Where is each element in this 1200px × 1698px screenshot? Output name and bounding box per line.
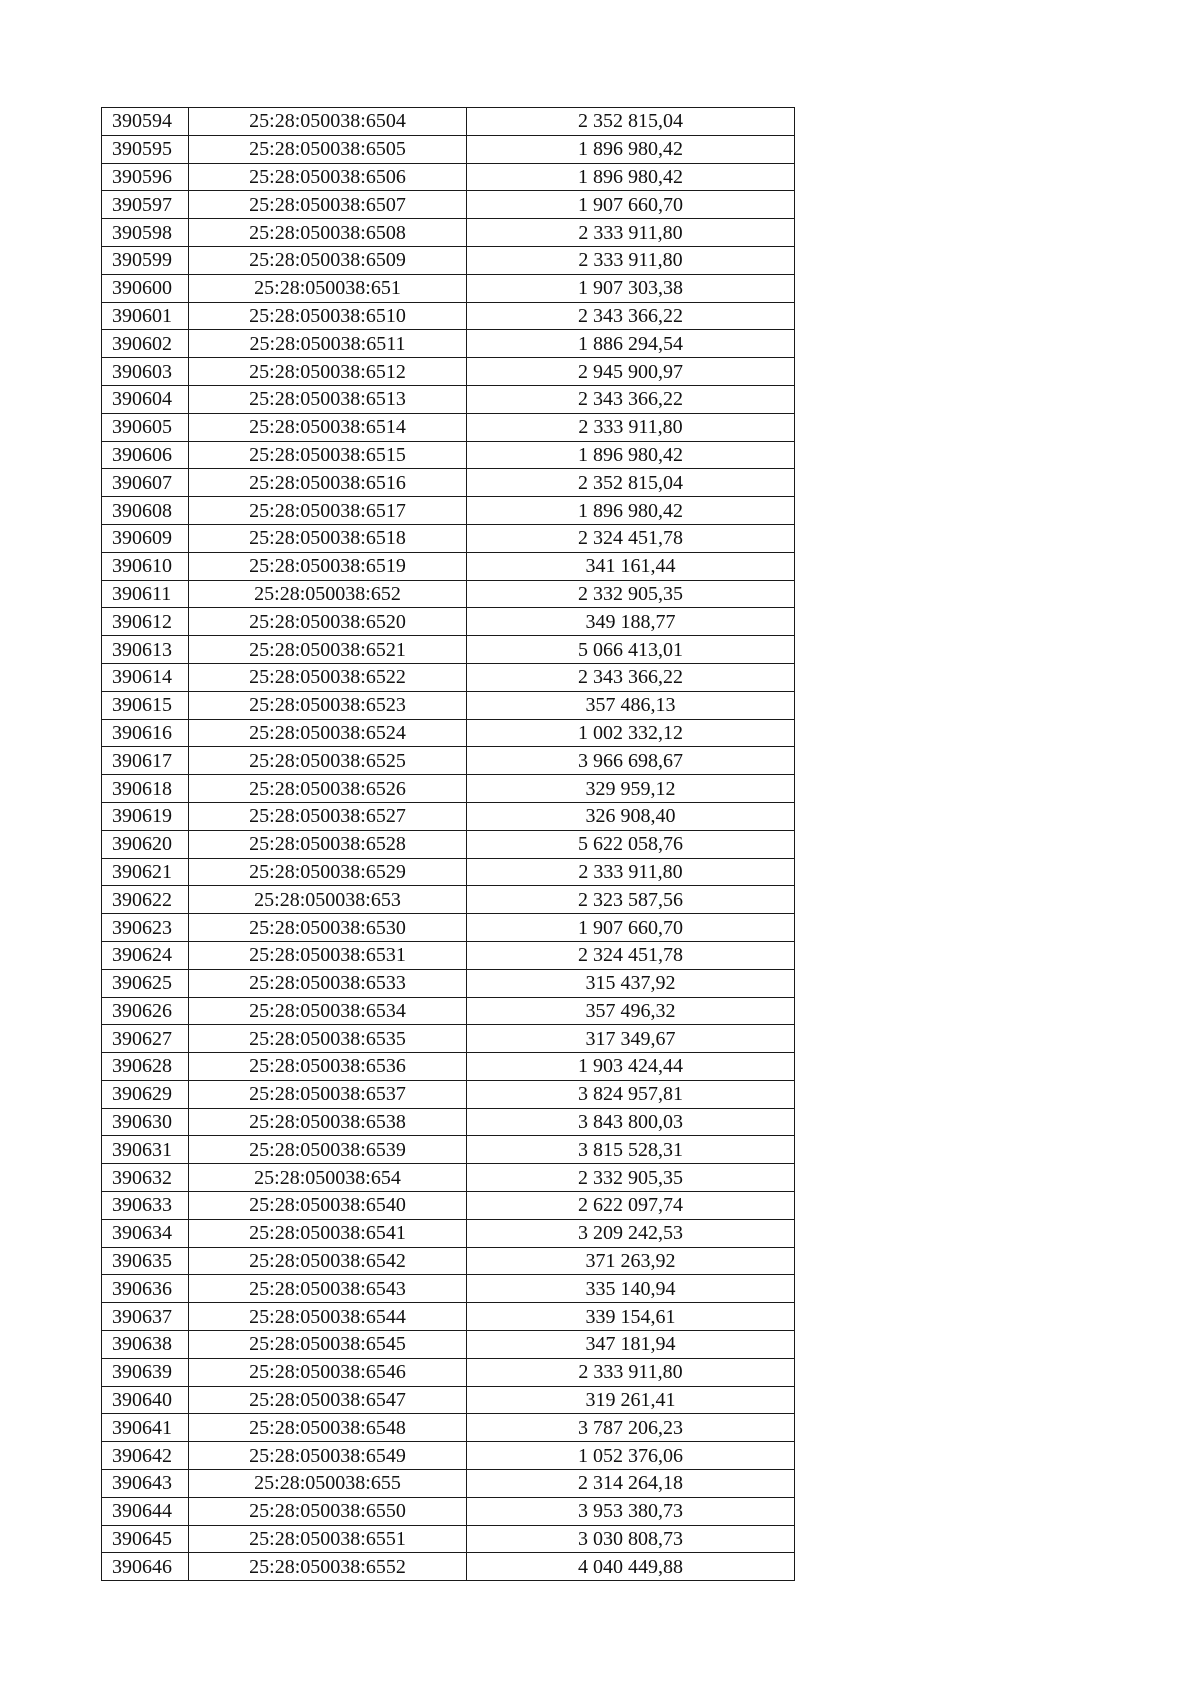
row-number-cell: 390614 <box>102 663 189 691</box>
cadastral-number-cell: 25:28:050038:6515 <box>189 441 467 469</box>
row-number-cell: 390605 <box>102 413 189 441</box>
cadastral-value-cell: 315 437,92 <box>467 969 795 997</box>
cadastral-value-cell: 3 824 957,81 <box>467 1080 795 1108</box>
row-number-cell: 390634 <box>102 1219 189 1247</box>
row-number-cell: 390629 <box>102 1080 189 1108</box>
cadastral-value-cell: 2 622 097,74 <box>467 1192 795 1220</box>
row-number-cell: 390602 <box>102 330 189 358</box>
row-number-cell: 390641 <box>102 1414 189 1442</box>
cadastral-value-cell: 1 896 980,42 <box>467 163 795 191</box>
cadastral-value-cell: 3 953 380,73 <box>467 1497 795 1525</box>
table-row <box>102 636 795 664</box>
table-row <box>102 1358 795 1386</box>
cadastral-value-cell: 2 343 366,22 <box>467 302 795 330</box>
table-row <box>102 1331 795 1359</box>
row-number-cell: 390618 <box>102 775 189 803</box>
cadastral-value-cell: 335 140,94 <box>467 1275 795 1303</box>
row-number-cell: 390599 <box>102 246 189 274</box>
table-row <box>102 302 795 330</box>
row-number-cell: 390608 <box>102 497 189 525</box>
cadastral-number-cell: 25:28:050038:6526 <box>189 775 467 803</box>
table-row <box>102 191 795 219</box>
cadastral-value-cell: 349 188,77 <box>467 608 795 636</box>
row-number-cell: 390617 <box>102 747 189 775</box>
row-number-cell: 390623 <box>102 914 189 942</box>
row-number-cell: 390626 <box>102 997 189 1025</box>
cadastral-value-cell: 1 886 294,54 <box>467 330 795 358</box>
cadastral-value-cell: 2 324 451,78 <box>467 941 795 969</box>
cadastral-value-cell: 339 154,61 <box>467 1303 795 1331</box>
cadastral-value-cell: 3 030 808,73 <box>467 1525 795 1553</box>
cadastral-value-cell: 2 332 905,35 <box>467 580 795 608</box>
row-number-cell: 390613 <box>102 636 189 664</box>
cadastral-number-cell: 25:28:050038:6528 <box>189 830 467 858</box>
table-row <box>102 163 795 191</box>
table-row <box>102 1108 795 1136</box>
table-row <box>102 1192 795 1220</box>
cadastral-number-cell: 25:28:050038:6545 <box>189 1331 467 1359</box>
table-row <box>102 413 795 441</box>
table-row <box>102 802 795 830</box>
table-row <box>102 385 795 413</box>
row-number-cell: 390628 <box>102 1053 189 1081</box>
row-number-cell: 390601 <box>102 302 189 330</box>
row-number-cell: 390636 <box>102 1275 189 1303</box>
cadastral-value-cell: 357 496,32 <box>467 997 795 1025</box>
cadastral-value-cell: 5 622 058,76 <box>467 830 795 858</box>
cadastral-value-cell: 1 907 303,38 <box>467 274 795 302</box>
cadastral-number-cell: 25:28:050038:6509 <box>189 246 467 274</box>
cadastral-number-cell: 25:28:050038:6521 <box>189 636 467 664</box>
cadastral-value-cell: 5 066 413,01 <box>467 636 795 664</box>
table-row <box>102 858 795 886</box>
cadastral-value-cell: 2 343 366,22 <box>467 663 795 691</box>
table-row <box>102 719 795 747</box>
table-body <box>102 108 795 1581</box>
row-number-cell: 390625 <box>102 969 189 997</box>
row-number-cell: 390612 <box>102 608 189 636</box>
cadastral-value-cell: 3 966 698,67 <box>467 747 795 775</box>
table-row <box>102 663 795 691</box>
table-row <box>102 1025 795 1053</box>
table-row <box>102 1414 795 1442</box>
table-row <box>102 1053 795 1081</box>
cadastral-number-cell: 25:28:050038:6516 <box>189 469 467 497</box>
cadastral-number-cell: 25:28:050038:6533 <box>189 969 467 997</box>
table-row <box>102 1303 795 1331</box>
row-number-cell: 390646 <box>102 1553 189 1581</box>
cadastral-number-cell: 25:28:050038:6529 <box>189 858 467 886</box>
cadastral-number-cell: 25:28:050038:6547 <box>189 1386 467 1414</box>
row-number-cell: 390607 <box>102 469 189 497</box>
cadastral-value-cell: 317 349,67 <box>467 1025 795 1053</box>
cadastral-number-cell: 25:28:050038:654 <box>189 1164 467 1192</box>
cadastral-number-cell: 25:28:050038:6514 <box>189 413 467 441</box>
row-number-cell: 390639 <box>102 1358 189 1386</box>
cadastral-number-cell: 25:28:050038:6511 <box>189 330 467 358</box>
cadastral-number-cell: 25:28:050038:6543 <box>189 1275 467 1303</box>
table-row <box>102 775 795 803</box>
row-number-cell: 390598 <box>102 219 189 247</box>
cadastral-value-cell: 326 908,40 <box>467 802 795 830</box>
cadastral-number-cell: 25:28:050038:6546 <box>189 1358 467 1386</box>
row-number-cell: 390630 <box>102 1108 189 1136</box>
row-number-cell: 390606 <box>102 441 189 469</box>
row-number-cell: 390645 <box>102 1525 189 1553</box>
table-row <box>102 941 795 969</box>
table-row <box>102 969 795 997</box>
cadastral-number-cell: 25:28:050038:655 <box>189 1470 467 1498</box>
cadastral-number-cell: 25:28:050038:6551 <box>189 1525 467 1553</box>
row-number-cell: 390635 <box>102 1247 189 1275</box>
cadastral-value-cell: 3 209 242,53 <box>467 1219 795 1247</box>
table-row <box>102 691 795 719</box>
cadastral-value-cell: 329 959,12 <box>467 775 795 803</box>
cadastral-value-cell: 4 040 449,88 <box>467 1553 795 1581</box>
cadastral-number-cell: 25:28:050038:6510 <box>189 302 467 330</box>
table-row <box>102 886 795 914</box>
cadastral-number-cell: 25:28:050038:6508 <box>189 219 467 247</box>
cadastral-value-cell: 3 787 206,23 <box>467 1414 795 1442</box>
row-number-cell: 390632 <box>102 1164 189 1192</box>
row-number-cell: 390640 <box>102 1386 189 1414</box>
cadastral-number-cell: 25:28:050038:6536 <box>189 1053 467 1081</box>
cadastral-number-cell: 25:28:050038:6542 <box>189 1247 467 1275</box>
cadastral-number-cell: 25:28:050038:6535 <box>189 1025 467 1053</box>
cadastral-value-cell: 1 903 424,44 <box>467 1053 795 1081</box>
row-number-cell: 390610 <box>102 552 189 580</box>
cadastral-value-cell: 1 907 660,70 <box>467 914 795 942</box>
table-row <box>102 1525 795 1553</box>
cadastral-value-cell: 2 333 911,80 <box>467 246 795 274</box>
cadastral-number-cell: 25:28:050038:653 <box>189 886 467 914</box>
table-row <box>102 1275 795 1303</box>
cadastral-value-cell: 1 896 980,42 <box>467 135 795 163</box>
cadastral-number-cell: 25:28:050038:6504 <box>189 108 467 136</box>
cadastral-value-cell: 2 332 905,35 <box>467 1164 795 1192</box>
cadastral-value-cell: 1 896 980,42 <box>467 441 795 469</box>
cadastral-number-cell: 25:28:050038:6552 <box>189 1553 467 1581</box>
cadastral-value-cell: 3 815 528,31 <box>467 1136 795 1164</box>
table-row <box>102 608 795 636</box>
table-row <box>102 1497 795 1525</box>
table-row <box>102 1553 795 1581</box>
table-row <box>102 997 795 1025</box>
table-row <box>102 219 795 247</box>
row-number-cell: 390637 <box>102 1303 189 1331</box>
cadastral-number-cell: 25:28:050038:6539 <box>189 1136 467 1164</box>
cadastral-value-cell: 2 314 264,18 <box>467 1470 795 1498</box>
cadastral-value-cell: 2 324 451,78 <box>467 524 795 552</box>
cadastral-number-cell: 25:28:050038:6550 <box>189 1497 467 1525</box>
cadastral-number-cell: 25:28:050038:6538 <box>189 1108 467 1136</box>
cadastral-value-cell: 2 945 900,97 <box>467 358 795 386</box>
cadastral-number-cell: 25:28:050038:6548 <box>189 1414 467 1442</box>
row-number-cell: 390643 <box>102 1470 189 1498</box>
cadastral-number-cell: 25:28:050038:6519 <box>189 552 467 580</box>
cadastral-number-cell: 25:28:050038:6507 <box>189 191 467 219</box>
row-number-cell: 390603 <box>102 358 189 386</box>
table-row <box>102 1080 795 1108</box>
table-row <box>102 108 795 136</box>
cadastral-number-cell: 25:28:050038:6537 <box>189 1080 467 1108</box>
row-number-cell: 390633 <box>102 1192 189 1220</box>
cadastral-number-cell: 25:28:050038:6513 <box>189 385 467 413</box>
cadastral-number-cell: 25:28:050038:6524 <box>189 719 467 747</box>
cadastral-value-cell: 1 896 980,42 <box>467 497 795 525</box>
row-number-cell: 390611 <box>102 580 189 608</box>
cadastral-number-cell: 25:28:050038:6505 <box>189 135 467 163</box>
cadastral-value-cell: 1 002 332,12 <box>467 719 795 747</box>
row-number-cell: 390597 <box>102 191 189 219</box>
row-number-cell: 390594 <box>102 108 189 136</box>
table-row <box>102 580 795 608</box>
row-number-cell: 390622 <box>102 886 189 914</box>
row-number-cell: 390609 <box>102 524 189 552</box>
cadastral-number-cell: 25:28:050038:6540 <box>189 1192 467 1220</box>
table-row <box>102 441 795 469</box>
cadastral-value-cell: 2 323 587,56 <box>467 886 795 914</box>
cadastral-number-cell: 25:28:050038:6522 <box>189 663 467 691</box>
cadastral-number-cell: 25:28:050038:6541 <box>189 1219 467 1247</box>
table-row <box>102 358 795 386</box>
table-row <box>102 830 795 858</box>
cadastral-number-cell: 25:28:050038:6530 <box>189 914 467 942</box>
cadastral-number-cell: 25:28:050038:6512 <box>189 358 467 386</box>
table-row <box>102 747 795 775</box>
table-row <box>102 1164 795 1192</box>
cadastral-value-cell: 2 333 911,80 <box>467 858 795 886</box>
cadastral-number-cell: 25:28:050038:6527 <box>189 802 467 830</box>
cadastral-value-cell: 3 843 800,03 <box>467 1108 795 1136</box>
row-number-cell: 390638 <box>102 1331 189 1359</box>
table-row <box>102 469 795 497</box>
table-row <box>102 1470 795 1498</box>
table-row <box>102 1219 795 1247</box>
cadastral-value-cell: 2 352 815,04 <box>467 469 795 497</box>
cadastral-number-cell: 25:28:050038:6531 <box>189 941 467 969</box>
cadastral-number-cell: 25:28:050038:6518 <box>189 524 467 552</box>
table-row <box>102 1136 795 1164</box>
row-number-cell: 390600 <box>102 274 189 302</box>
table-row <box>102 1386 795 1414</box>
cadastral-value-cell: 2 333 911,80 <box>467 219 795 247</box>
row-number-cell: 390604 <box>102 385 189 413</box>
cadastral-value-cell: 2 352 815,04 <box>467 108 795 136</box>
cadastral-value-cell: 2 333 911,80 <box>467 413 795 441</box>
table-row <box>102 914 795 942</box>
table-row <box>102 1442 795 1470</box>
table-row <box>102 274 795 302</box>
row-number-cell: 390631 <box>102 1136 189 1164</box>
row-number-cell: 390619 <box>102 802 189 830</box>
table-row <box>102 330 795 358</box>
cadastral-number-cell: 25:28:050038:6549 <box>189 1442 467 1470</box>
table-row <box>102 1247 795 1275</box>
row-number-cell: 390642 <box>102 1442 189 1470</box>
row-number-cell: 390595 <box>102 135 189 163</box>
row-number-cell: 390616 <box>102 719 189 747</box>
row-number-cell: 390615 <box>102 691 189 719</box>
cadastral-number-cell: 25:28:050038:6544 <box>189 1303 467 1331</box>
table-row <box>102 524 795 552</box>
table-row <box>102 552 795 580</box>
cadastral-value-cell: 347 181,94 <box>467 1331 795 1359</box>
row-number-cell: 390624 <box>102 941 189 969</box>
cadastral-value-cell: 1 052 376,06 <box>467 1442 795 1470</box>
row-number-cell: 390596 <box>102 163 189 191</box>
cadastral-number-cell: 25:28:050038:6520 <box>189 608 467 636</box>
row-number-cell: 390621 <box>102 858 189 886</box>
cadastral-value-cell: 341 161,44 <box>467 552 795 580</box>
row-number-cell: 390620 <box>102 830 189 858</box>
table-row <box>102 497 795 525</box>
cadastral-number-cell: 25:28:050038:6525 <box>189 747 467 775</box>
table-row <box>102 135 795 163</box>
row-number-cell: 390644 <box>102 1497 189 1525</box>
cadastral-number-cell: 25:28:050038:6534 <box>189 997 467 1025</box>
table-row <box>102 246 795 274</box>
cadastral-number-cell: 25:28:050038:6506 <box>189 163 467 191</box>
cadastral-number-cell: 25:28:050038:651 <box>189 274 467 302</box>
cadastral-value-cell: 319 261,41 <box>467 1386 795 1414</box>
cadastral-number-cell: 25:28:050038:6517 <box>189 497 467 525</box>
cadastral-number-cell: 25:28:050038:6523 <box>189 691 467 719</box>
cadastral-value-cell: 2 343 366,22 <box>467 385 795 413</box>
cadastral-value-cell: 2 333 911,80 <box>467 1358 795 1386</box>
cadastral-value-cell: 1 907 660,70 <box>467 191 795 219</box>
cadastral-value-cell: 371 263,92 <box>467 1247 795 1275</box>
cadastral-value-table <box>101 107 795 1581</box>
cadastral-number-cell: 25:28:050038:652 <box>189 580 467 608</box>
cadastral-value-cell: 357 486,13 <box>467 691 795 719</box>
row-number-cell: 390627 <box>102 1025 189 1053</box>
